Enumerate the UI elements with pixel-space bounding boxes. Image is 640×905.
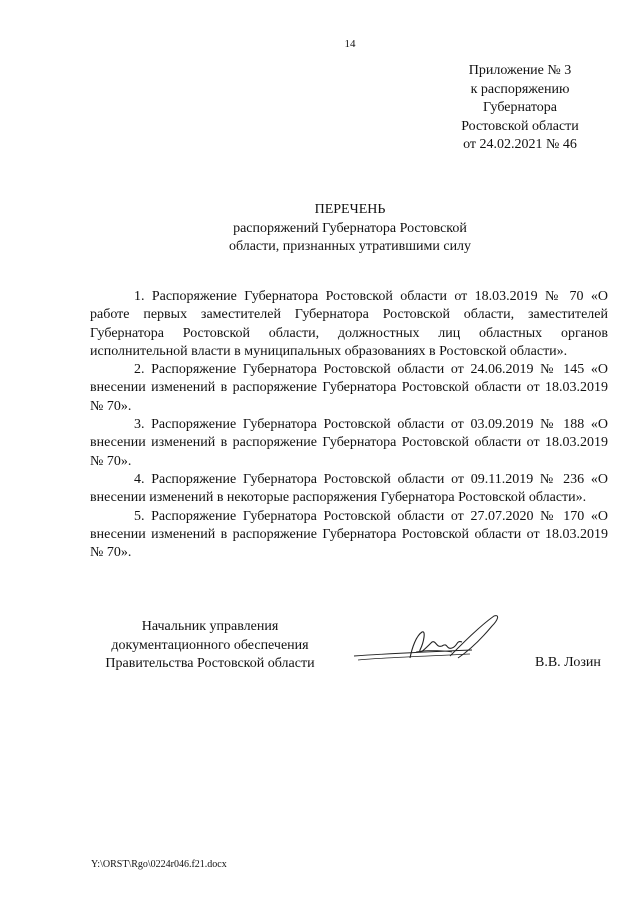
- appendix-line: к распоряжению: [470, 81, 570, 97]
- appendix-block: [430, 62, 610, 155]
- list-item: 4. Распоряжение Губернатора Ростовской области от 09.11.2019 № 236 «О внесении изменений в некоторые распоряжения Губернатора Ростовской области».: [90, 471, 608, 506]
- list-item: 2. Распоряжение Губернатора Ростовской области от 24.06.2019 № 145 «О внесении изменений в распоряжение Губернатора Ростовской области от 18.03.2019 № 70».: [90, 362, 608, 414]
- appendix-line: Губернатора: [482, 100, 558, 115]
- position-line: документационного обеспечения: [111, 637, 309, 653]
- document-subtitle-line: области, признанных утратившими силу: [228, 239, 472, 254]
- appendix-line: от 24.02.2021 № 46: [463, 137, 577, 152]
- appendix-line: Ростовской области: [461, 118, 579, 134]
- list-item: 5. Распоряжение Губернатора Ростовской области от 27.07.2020 № 170 «О внесении изменений в распоряжение Губернатора Ростовской области от 18.03.2019 № 70».: [90, 508, 608, 561]
- document-heading: [200, 201, 500, 257]
- position-line: Начальник управления: [141, 619, 279, 634]
- list-item: 1. Распоряжение Губернатора Ростовской области от 18.03.2019 № 70 «О работе первых заместителей Губернатора Ростовской области, заместителей Губернатора Ростовской области, должностных лиц областных органов исполнительной власти в муниципальных образованиях в Ростовской области».: [90, 289, 608, 359]
- handwritten-signature: [352, 612, 512, 672]
- signatory-position: [90, 618, 330, 674]
- position-line: Правительства Ростовской области: [105, 656, 315, 671]
- document-subtitle-line: распоряжений Губернатора Ростовской: [233, 220, 467, 236]
- signer-name: В.В. Лозин: [535, 655, 601, 670]
- list-item: 3. Распоряжение Губернатора Ростовской области от 03.09.2019 № 188 «О внесении изменений в распоряжение Губернатора Ростовской области от 18.03.2019 № 70».: [90, 417, 608, 469]
- appendix-line: Приложение № 3: [468, 63, 572, 78]
- list-body: [90, 288, 608, 562]
- document-title: ПЕРЕЧЕНЬ: [314, 202, 386, 217]
- file-path: Y:\ORST\Rgo\0224r046.f21.docx: [91, 859, 227, 870]
- page-number: 14: [344, 38, 356, 50]
